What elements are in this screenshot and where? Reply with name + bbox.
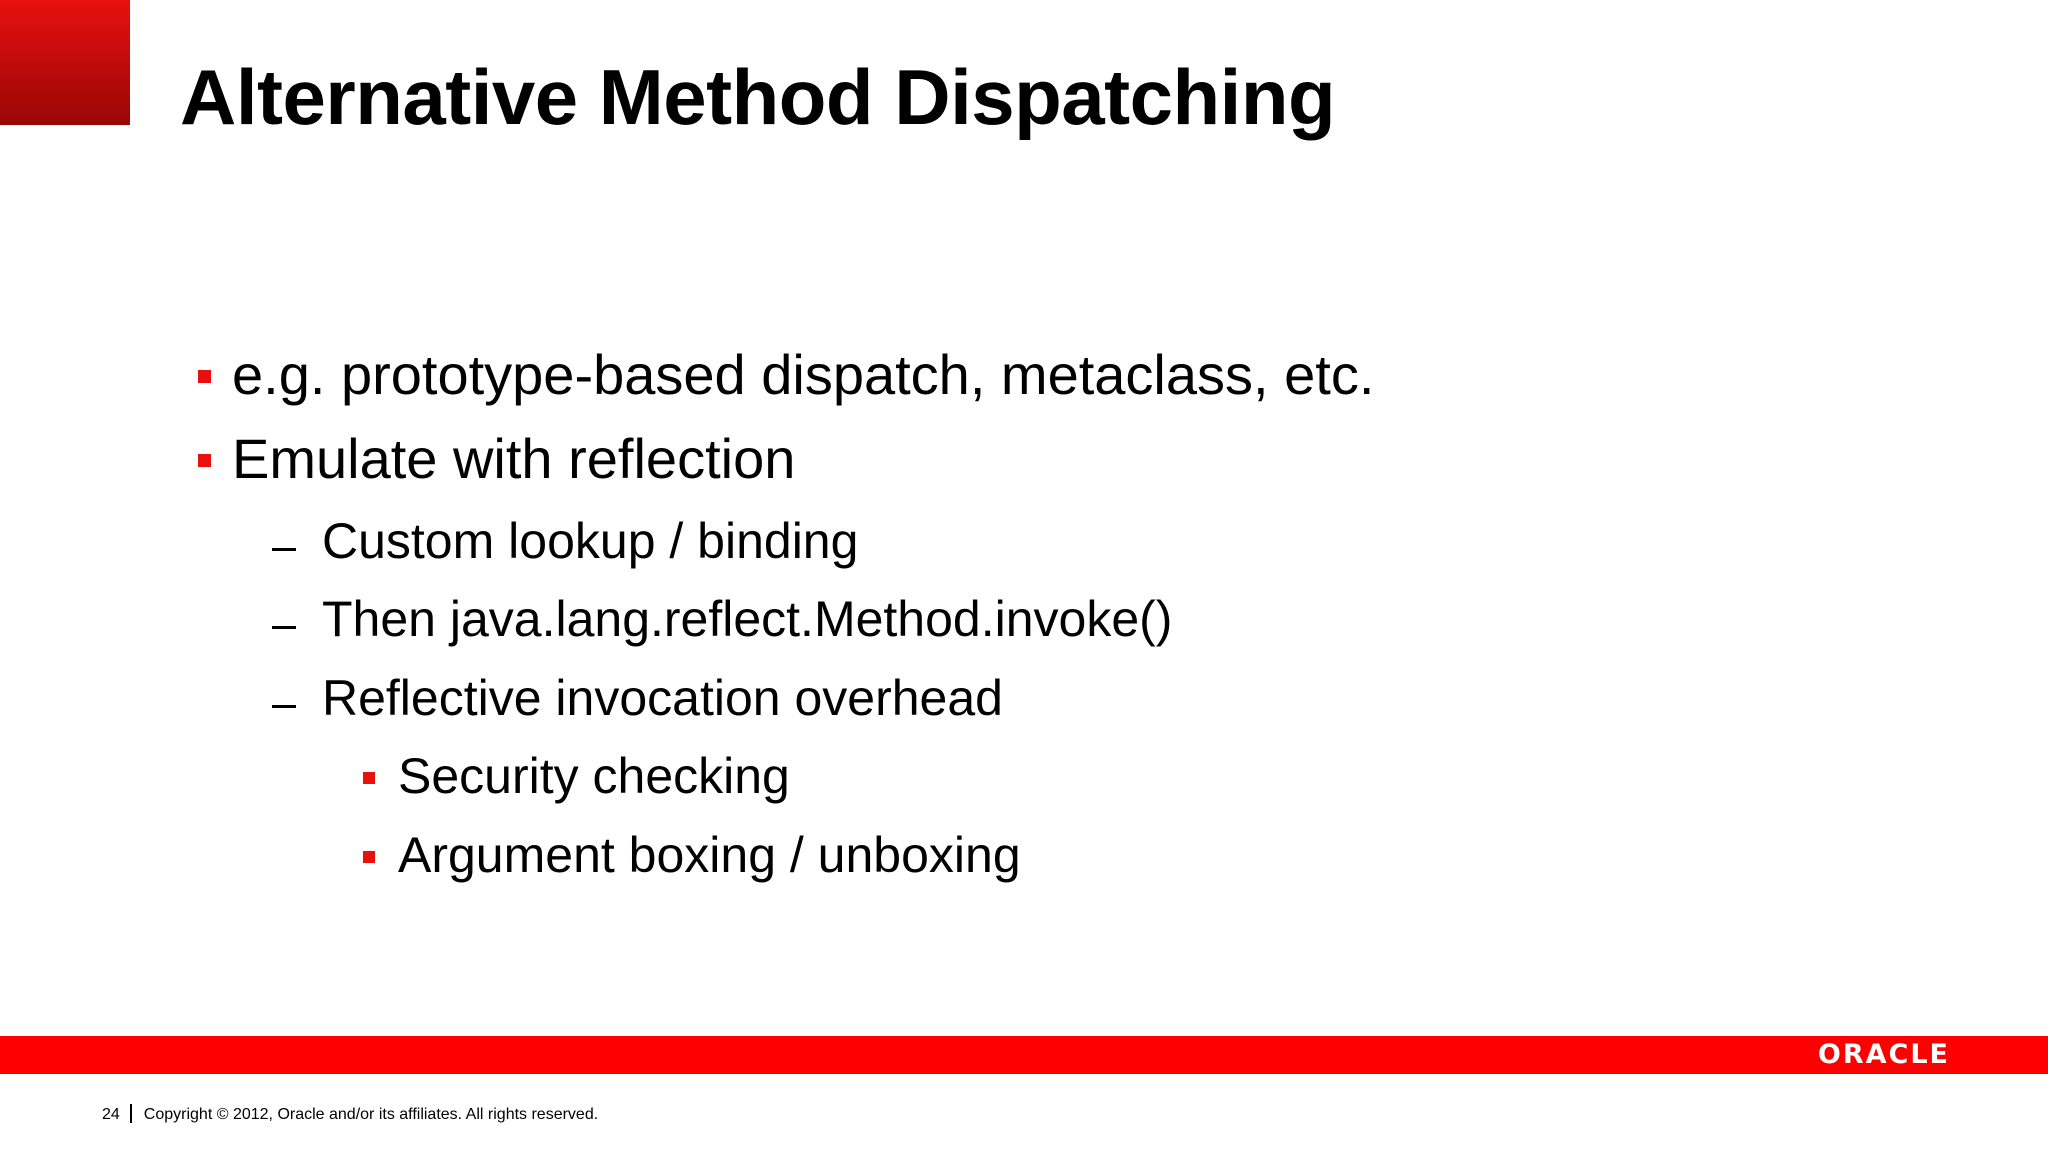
sub-sub-bullet-text: Argument boxing / unboxing	[398, 827, 1021, 883]
footer	[102, 1103, 598, 1127]
bullet-text: e.g. prototype-based dispatch, metaclass, etc.	[232, 343, 1375, 406]
sub-bullet-text: Custom lookup / binding	[322, 513, 859, 569]
slide-title: Alternative Method Dispatching	[180, 53, 1336, 141]
footer-separator	[130, 1104, 132, 1123]
page-number: 24	[102, 1106, 120, 1123]
bullet-text: Emulate with reflection	[232, 427, 796, 490]
corner-accent-block	[0, 0, 130, 125]
sub-bullet-text: Then java.lang.reflect.Method.invoke()	[322, 591, 1173, 647]
sub-sub-bullet-text: Security checking	[398, 748, 790, 804]
dash-icon	[272, 548, 296, 551]
bullet-square-icon	[363, 772, 375, 784]
dash-icon	[272, 705, 296, 708]
bullet-square-icon	[198, 370, 211, 383]
copyright-text: Copyright © 2012, Oracle and/or its affiliates. All rights reserved.	[143, 1106, 599, 1123]
bullet-square-icon	[198, 454, 211, 467]
oracle-logo: ORACLE	[1817, 1039, 1950, 1070]
dash-icon	[272, 626, 296, 629]
footer-red-band	[0, 1036, 2048, 1074]
sub-bullet-text: Reflective invocation overhead	[322, 670, 1003, 726]
bullet-square-icon	[363, 851, 375, 863]
